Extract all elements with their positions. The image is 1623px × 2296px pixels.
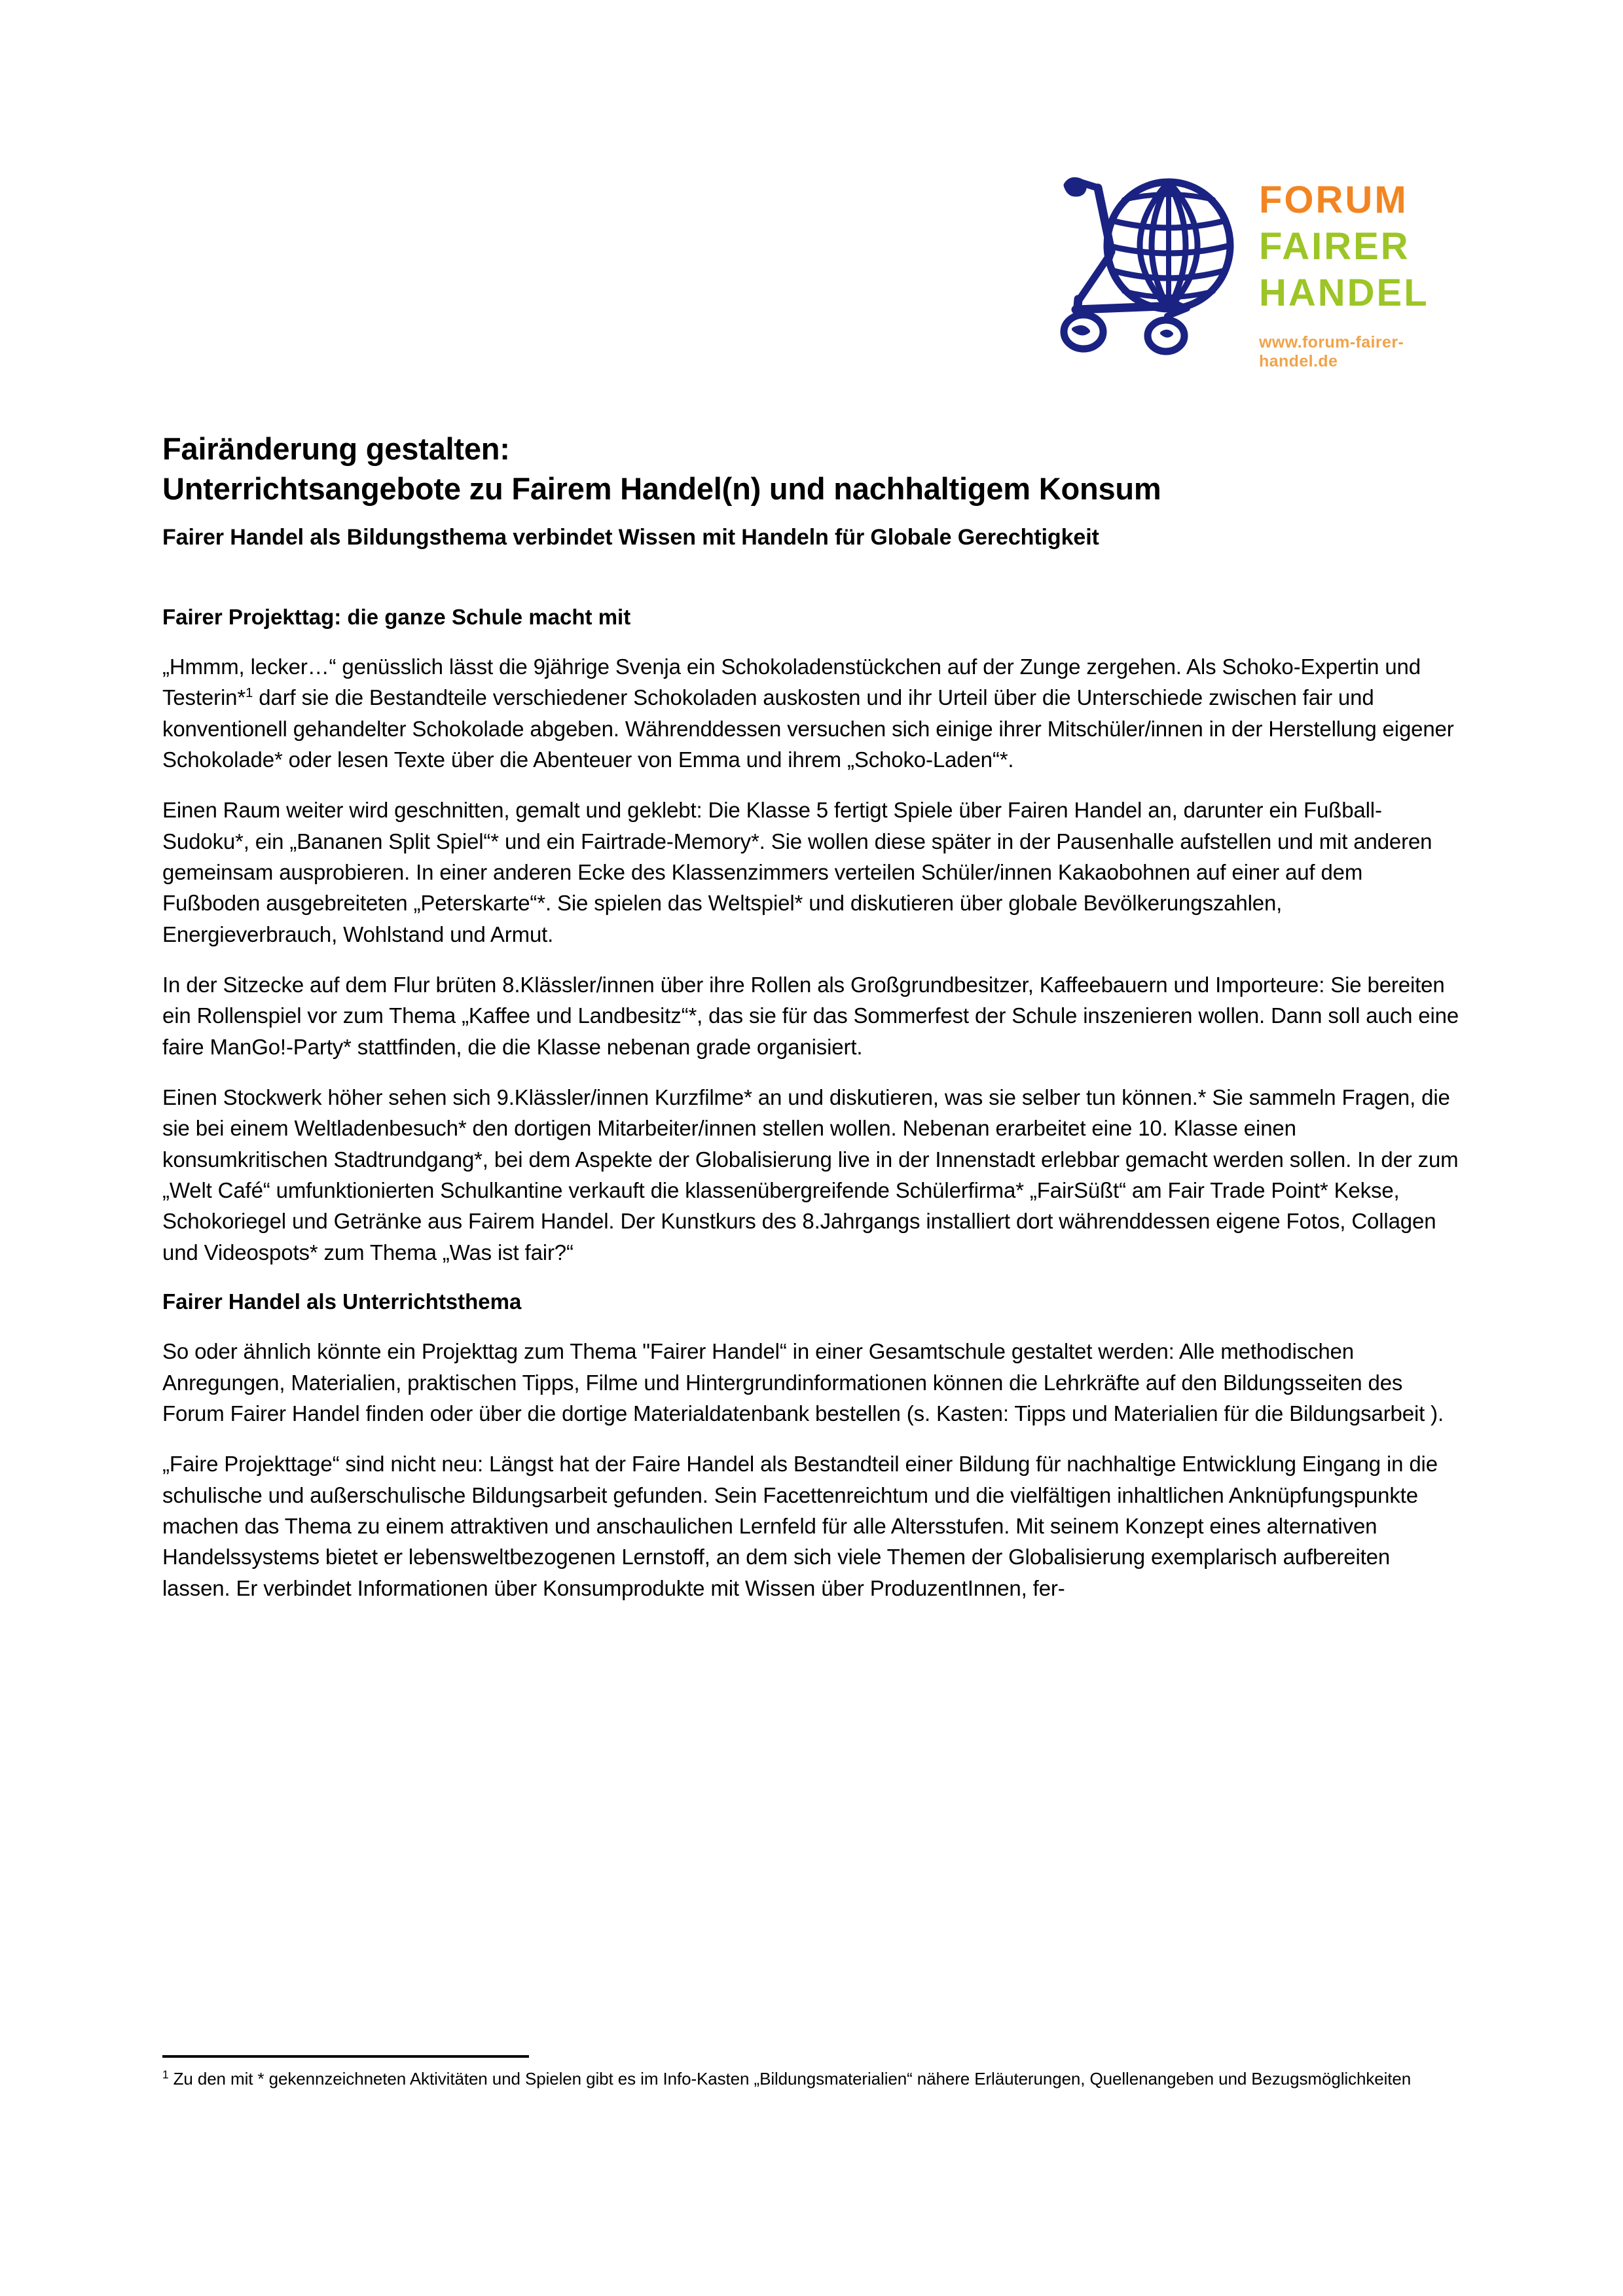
shopping-cart-globe-icon — [1038, 160, 1254, 357]
page-title-line-1: Fairänderung gestalten: — [162, 431, 510, 466]
paragraph-6: „Faire Projekttage“ sind nicht neu: Längst hat der Faire Handel als Bestandteil einer Bildung für nachhaltige Entwicklung Eingang in die schulische und außerschulische Bildungsarbeit gefunden. Sein Facettenreichtum und die vielfältigen inhaltlichen Anknüpfungspunkte machen das Thema zu einem attraktiven und anschaulichen Lernfeld für alle Altersstufen. Mit seinem Konzept eines alternativen Handelssystems bietet er lebensweltbezogenen Lernstoff, an dem sich viele Themen der Globalisierung exemplarisch aufbereiten lassen. Er verbindet Informationen über Konsumprodukte mit Wissen über ProduzentInnen, fer- — [162, 1452, 1438, 1600]
paragraph-3: In der Sitzecke auf dem Flur brüten 8.Klässler/innen über ihre Rollen als Großgrundbesitzer, Kaffeebauern und Importeure: Sie bereiten ein Rollenspiel vor zum Thema „Kaffee und Landbesitz“*, das sie für das Sommerfest der Schule inszenieren wollen. Dann soll auch eine faire ManGo!-Party* stattfinden, die die Klasse nebenan grade organisiert. — [162, 973, 1459, 1059]
spacer — [162, 1429, 1462, 1448]
paragraph-1-part-a: „Hmmm, lecker…“ genüsslich lässt die 9jährige Svenja ein Schokoladenstückchen auf der Zunge zergehen. Als Schoko-Expertin und Testerin* — [162, 654, 1421, 710]
footnote-separator-rule — [162, 2055, 529, 2058]
footnote-text: Zu den mit * gekennzeichneten Aktivitäten und Spielen gibt es im Info-Kasten „Bildungsmaterialien“ nähere Erläuterungen, Quellenangeben und Bezugsmöglichkeiten — [168, 2069, 1412, 2089]
page-title-line-2: Unterrichtsangebote zu Fairem Handel(n) und nachhaltigem Konsum — [162, 471, 1161, 507]
spacer — [162, 775, 1462, 795]
logo-wordmark — [1254, 160, 1470, 371]
spacer — [162, 1062, 1462, 1082]
paragraph-4: Einen Stockwerk höher sehen sich 9.Klässler/innen Kurzfilme* an und diskutieren, was sie selber tun können.* Sie sammeln Fragen, die sie bei einem Weltladenbesuch* den dortigen Mitarbeiter/innen stellen wollen. Nebenan erarbeitet eine 10. Klasse einen konsumkritischen Stadtrundgang*, bei dem Aspekte der Globalisierung live in der Innenstadt erlebbar gemacht werden sollen. In der zum „Welt Café“ umfunktionierten Schulkantine verkauft die klassenübergreifende Schülerfirma* „FairSüßt“ am Fair Trade Point* Kekse, Schokoriegel und Getränke aus Fairem Handel. Der Kunstkurs des 8.Jahrgangs installiert dort währenddessen eigene Fotos, Collagen und Videospots* zum Thema „Was ist fair?“ — [162, 1085, 1459, 1265]
spacer — [162, 950, 1462, 969]
spacer — [162, 1316, 1462, 1336]
footnote-marker: 1 — [162, 2068, 169, 2081]
document-body — [162, 429, 1462, 1604]
paragraph-1 — [162, 651, 1462, 775]
footnote-reference-1: 1 — [246, 685, 253, 701]
spacer — [162, 632, 1462, 651]
logo-website-url: www.forum-fairer-handel.de — [1259, 333, 1404, 371]
logo-line-forum: FORUM — [1259, 179, 1408, 221]
spacer — [162, 1268, 1462, 1287]
paragraph-2: Einen Raum weiter wird geschnitten, gemalt und geklebt: Die Klasse 5 fertigt Spiele über Fairen Handel an, darunter ein Fußball-Sudoku*, ein „Bananen Split Spiel“* und ein Fairtrade-Memory*. Sie wollen diese später in der Pausenhalle aufstellen und mit anderen gemeinsam ausprobieren. In einer anderen Ecke des Klassenzimmers verteilen Schüler/innen Kakaobohnen auf einer auf dem Fußboden ausgebreiteten „Peterskarte“*. Sie spielen das Weltspiel* und diskutieren über globale Bevölkerungszahlen, Energieverbrauch, Wohlstand und Armut. — [162, 798, 1432, 946]
page-title — [162, 429, 1462, 509]
logo-line-handel: HANDEL — [1259, 271, 1429, 314]
section-heading-unterrichtsthema: Fairer Handel als Unterrichtsthema — [162, 1289, 522, 1314]
page-subtitle: Fairer Handel als Bildungsthema verbindet Wissen mit Handeln für Globale Gerechtigkeit — [162, 525, 1099, 550]
paragraph-5: So oder ähnlich könnte ein Projekttag zum Thema "Fairer Handel“ in einer Gesamtschule gestaltet werden: Alle methodischen Anregungen, Materialien, praktischen Tipps, Filme und Hintergrundinformationen können die Lehrkräfte auf den Bildungsseiten des Forum Fairer Handel finden oder über die dortige Materialdatenbank bestellen (s. Kasten: Tipps und Materialien für die Bildungsarbeit ). — [162, 1339, 1444, 1426]
footnote-1 — [162, 2067, 1462, 2092]
footnote-area — [162, 2055, 1462, 2092]
section-heading-projekttag: Fairer Projekttag: die ganze Schule macht mit — [162, 604, 631, 629]
paragraph-1-part-b: darf sie die Bestandteile verschiedener Schokoladen auskosten und ihr Urteil über die Unterschiede zwischen fair und konventionell gehandelter Schokolade abgeben. Währenddessen versuchen sich einige ihrer Mitschüler/innen in der Herstellung eigener Schokolade* oder lesen Texte über die Abenteuer von Emma und ihrem „Schoko-Laden“*. — [162, 685, 1454, 772]
forum-fairer-handel-logo — [1038, 160, 1470, 371]
logo-line-fairer: FAIRER — [1259, 224, 1410, 268]
spacer — [162, 553, 1462, 603]
